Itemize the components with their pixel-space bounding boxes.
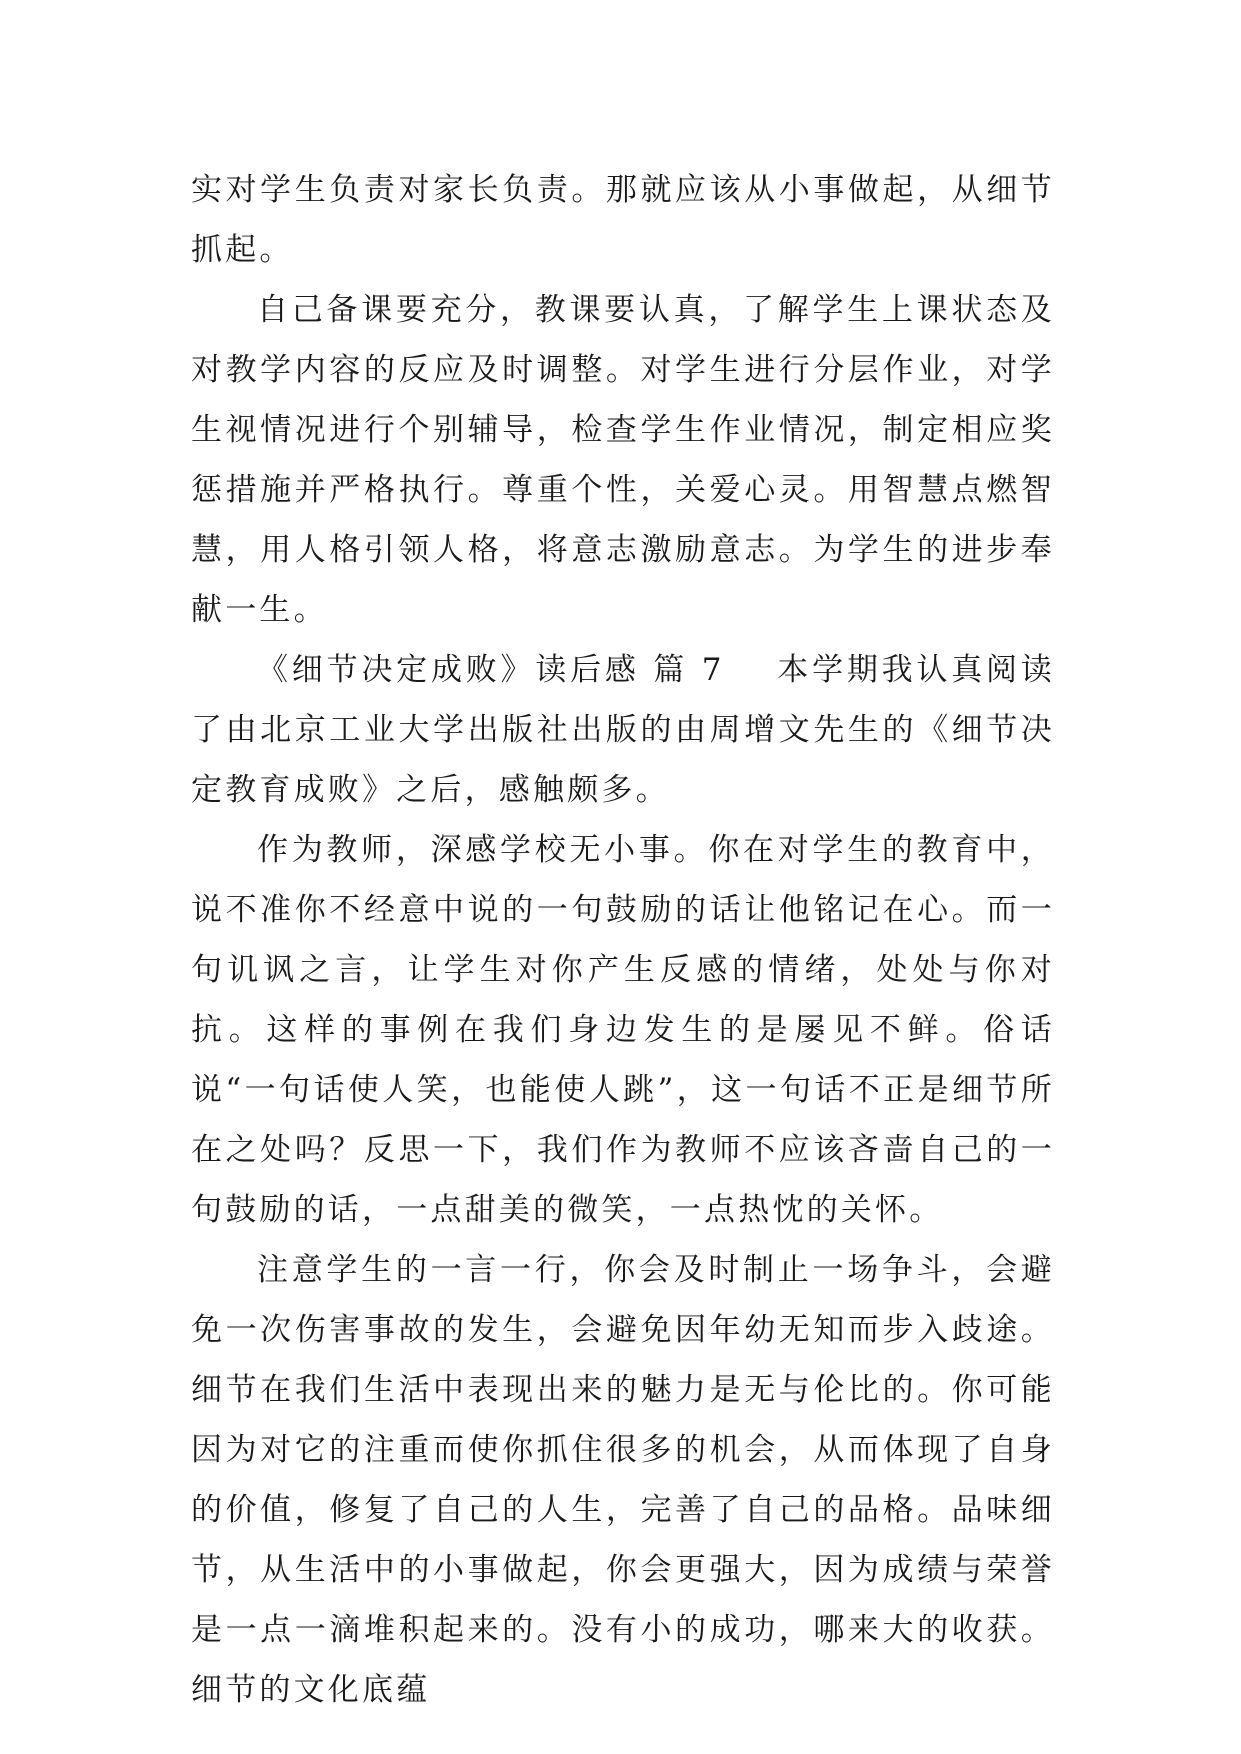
document-body — [191, 160, 1055, 1720]
paragraph-2: 自己备课要充分，教课要认真，了解学生上课状态及对教学内容的反应及时调整。对学生进行分层作业，对学生视情况进行个别辅导，检查学生作业情况，制定相应奖惩措施并严格执行。尊重个性，关爱心灵。用智慧点燃智慧，用人格引领人格，将意志激励意志。为学生的进步奉献一生。 — [191, 292, 1055, 628]
section-heading: 《细节决定成败》读后感 篇 7 — [257, 652, 725, 688]
paragraph-1: 实对学生负责对家长负责。那就应该从小事做起，从细节抓起。 — [191, 172, 1055, 268]
paragraph-3-text: 本学期我认真阅读了由北京工业大学出版社出版的由周增文先生的《细节决定教育成败》之后，感触颇多。 — [191, 652, 1055, 808]
paragraph-3 — [191, 640, 1055, 820]
paragraph-4: 作为教师，深感学校无小事。你在对学生的教育中，说不准你不经意中说的一句鼓励的话让他铭记在心。而一句讥讽之言，让学生对你产生反感的情绪，处处与你对抗。这样的事例在我们身边发生的是屡见不鲜。俗话说“一句话使人笑，也能使人跳”，这一句话不正是细节所在之处吗？反思一下，我们作为教师不应该吝啬自己的一句鼓励的话，一点甜美的微笑，一点热忱的关怀。 — [191, 832, 1055, 1228]
paragraph-5: 注意学生的一言一行，你会及时制止一场争斗，会避免一次伤害事故的发生，会避免因年幼无知而步入歧途。细节在我们生活中表现出来的魅力是无与伦比的。你可能因为对它的注重而使你抓住很多的机会，从而体现了自身的价值，修复了自己的人生，完善了自己的品格。品味细节，从生活中的小事做起，你会更强大，因为成绩与荣誉是一点一滴堆积起来的。没有小的成功，哪来大的收获。细节的文化底蕴 — [191, 1252, 1055, 1708]
